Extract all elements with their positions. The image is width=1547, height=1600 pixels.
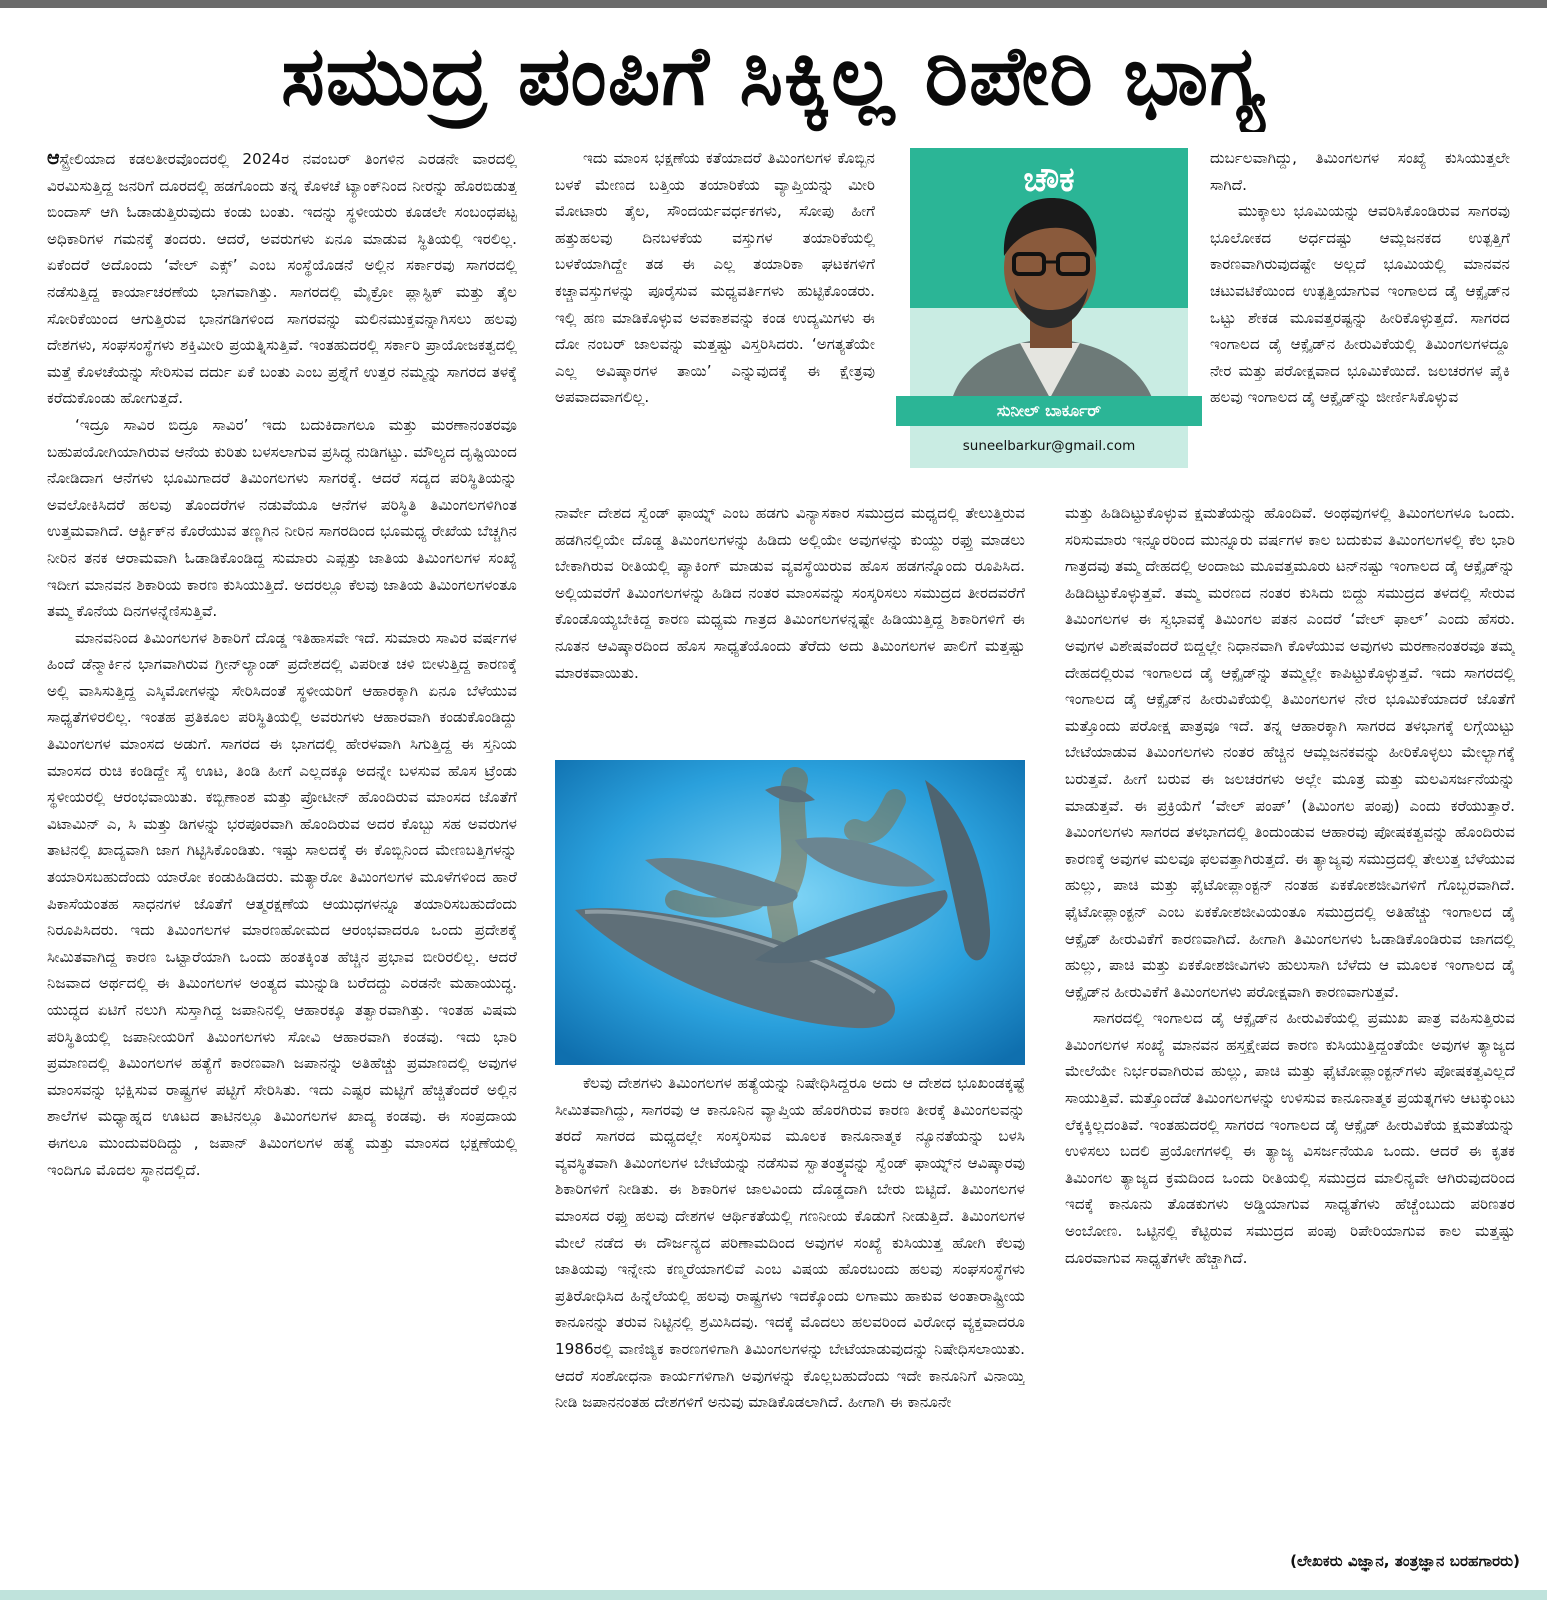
paragraph	[47, 145, 517, 412]
paragraph: ನಾರ್ವೇ ದೇಶದ ಸ್ವೆಂಡ್ ಫಾಯ್ನ್ ಎಂಬ ಹಡಗು ವಿನ್ಯಾಸಕಾರ ಸಮುದ್ರದ ಮಧ್ಯದಲ್ಲಿ ತೇಲುತ್ತಿರುವ ಹಡಗಿನಲ್ಲಿಯೇ ದೊಡ್ಡ ತಿಮಿಂಗಲಗಳನ್ನು ಹಿಡಿದು ಅಲ್ಲಿಯೇ ಅವುಗಳನ್ನು ಕುಯ್ದು ರಫ್ತು ಮಾಡಲು ಬೇಕಾಗಿರುವ ರೀತಿಯಲ್ಲಿ ಪ್ಯಾಕಿಂಗ್ ಮಾಡುವ ವ್ಯವಸ್ಥೆಯಿರುವ ಹೊಸ ಹಡಗನ್ನೊಂದು ರೂಪಿಸಿದ. ಅಲ್ಲಿಯವರೆಗೆ ತಿಮಿಂಗಲಗಳನ್ನು ಹಿಡಿದ ನಂತರ ಮಾಂಸವನ್ನು ಸಂಸ್ಕರಿಸಲು ಸಮುದ್ರದ ತೀರದವರೆಗೆ ಕೊಂಡೊಯ್ಯಬೇಕಿದ್ದ ಕಾರಣ ಮಧ್ಯಮ ಗಾತ್ರದ ತಿಮಿಂಗಲಗಳನ್ನಷ್ಟೇ ಹಿಡಿಯುತ್ತಿದ್ದ ಶಿಕಾರಿಗಳಿಗೆ ಈ ನೂತನ ಆವಿಷ್ಕಾರದಿಂದ ಹೊಸ ಸಾಧ್ಯತೆಯೊಂದು ತೆರೆದು ಅದು ತಿಮಿಂಗಲಗಳ ಪಾಲಿಗೆ ಮತ್ತಷ್ಟು ಮಾರಕವಾಯಿತು.	[555, 504, 1025, 682]
paragraph: ಮಾನವನಿಂದ ತಿಮಿಂಗಲಗಳ ಶಿಕಾರಿಗೆ ದೊಡ್ಡ ಇತಿಹಾಸವೇ ಇದೆ. ಸುಮಾರು ಸಾವಿರ ವರ್ಷಗಳ ಹಿಂದೆ ಡೆನ್ಮಾರ್ಕಿನ ಭಾಗವಾಗಿರುವ ಗ್ರೀನ್‌ಲ್ಯಾಂಡ್ ಪ್ರದೇಶದಲ್ಲಿ ವಿಪರೀತ ಚಳಿ ಬೀಳುತ್ತಿದ್ದ ಕಾರಣಕ್ಕೆ ಅಲ್ಲಿ ವಾಸಿಸುತ್ತಿದ್ದ ಎಸ್ಕಿಮೋಗಳನ್ನು ಸೇರಿಸಿದಂತೆ ಸ್ಥಳೀಯರಿಗೆ ಆಹಾರಕ್ಕಾಗಿ ಏನೂ ಬೆಳೆಯುವ ಸಾಧ್ಯತೆಗಳಿರಲಿಲ್ಲ. ಇಂತಹ ಪ್ರತಿಕೂಲ ಪರಿಸ್ಥಿತಿಯಲ್ಲಿ ಅವರುಗಳು ಆಹಾರವಾಗಿ ಕಂಡುಕೊಂಡಿದ್ದು ತಿಮಿಂಗಲಗಳ ಮಾಂಸದ ಅಡುಗೆ. ಸಾಗರದ ಈ ಭಾಗದಲ್ಲಿ ಹೇರಳವಾಗಿ ಸಿಗುತ್ತಿದ್ದ ಈ ಸ್ತನಿಯ ಮಾಂಸದ ರುಚಿ ಕಂಡಿದ್ದೇ ಸೈ ಊಟ, ತಿಂಡಿ ಹೀಗೆ ಎಲ್ಲದಕ್ಕೂ ಅದನ್ನೇ ಬಳಸುವ ಹೊಸ ಟ್ರೆಂಡು ಸ್ಥಳೀಯರಲ್ಲಿ ಆರಂಭವಾಯಿತು. ಕಬ್ಬಿಣಾಂಶ ಮತ್ತು ಪ್ರೋಟೀನ್ ಹೊಂದಿರುವ ಮಾಂಸದ ಜೊತೆಗೆ ವಿಟಾಮಿನ್ ಎ, ಸಿ ಮತ್ತು ಡಿಗಳನ್ನು ಭರಪೂರವಾಗಿ ಹೊಂದಿರುವ ಅದರ ಕೊಬ್ಬು ಸಹ ಅವರುಗಳ ತಾಟಿನಲ್ಲಿ ಖಾದ್ಯವಾಗಿ ಜಾಗ ಗಿಟ್ಟಿಸಿಕೊಂಡಿತು. ಇಷ್ಟು ಸಾಲದಕ್ಕೆ ಈ ಕೊಬ್ಬಿನಿಂದ ಮೇಣಬತ್ತಿಗಳನ್ನು ತಯಾರಿಸಬಹುದೆಂದು ಯಾರೋ ಕಂಡುಹಿಡಿದರು. ಮತ್ಯಾರೋ ತಿಮಿಂಗಲಗಳ ಮೂಳೆಗಳಿಂದ ಹಾರೆ ಪಿಕಾಸೆಯಂತಹ ಸಾಧನಗಳ ಜೊತೆಗೆ ಆತ್ಮರಕ್ಷಣೆಯ ಆಯುಧಗಳನ್ನೂ ತಯಾರಿಸಬಹುದೆಂದು ನಿರೂಪಿಸಿದರು. ಇದು ತಿಮಿಂಗಲಗಳ ಮಾರಣಹೋಮದ ಆರಂಭವಾದರೂ ಒಂದು ಪ್ರದೇಶಕ್ಕೆ ಸೀಮಿತವಾಗಿದ್ದ ಕಾರಣ ಒಟ್ಟಾರೆಯಾಗಿ ಒಂದು ಹಂತಕ್ಕಿಂತ ಹೆಚ್ಚಿನ ಪ್ರಭಾವ ಬೀರಿರಲಿಲ್ಲ. ಆದರೆ ನಿಜವಾದ ಅರ್ಥದಲ್ಲಿ ಈ ತಿಮಿಂಗಲಗಳ ಅಂತ್ಯದ ಮುನ್ನುಡಿ ಬರೆದದ್ದು ಎರಡನೇ ಮಹಾಯುದ್ಧ. ಯುದ್ಧದ ಏಟಿಗೆ ನಲುಗಿ ಸುಸ್ತಾಗಿದ್ದ ಜಪಾನಿನಲ್ಲಿ ಆಹಾರಕ್ಕೂ ತತ್ವಾರವಾಗಿತ್ತು. ಇಂತಹ ವಿಷಮ ಪರಿಸ್ಥಿತಿಯಲ್ಲಿ ಜಪಾನೀಯರಿಗೆ ತಿಮಿಂಗಲಗಳು ಸೋವಿ ಆಹಾರವಾಗಿ ಕಂಡವು. ಇದು ಭಾರಿ ಪ್ರಮಾಣದಲ್ಲಿ ತಿಮಿಂಗಲಗಳ ಹತ್ಯೆಗೆ ಕಾರಣವಾಗಿ ಜಪಾನನ್ನು ಅತಿಹೆಚ್ಚು ಪ್ರಮಾಣದಲ್ಲಿ ಅವುಗಳ ಮಾಂಸವನ್ನು ಭಕ್ಷಿಸುವ ರಾಷ್ಟ್ರಗಳ ಪಟ್ಟಿಗೆ ಸೇರಿಸಿತು. ಇದು ಎಷ್ಟರ ಮಟ್ಟಿಗೆ ಹೆಚ್ಚಿತೆಂದರೆ ಅಲ್ಲಿನ ಶಾಲೆಗಳ ಮಧ್ಯಾಹ್ನದ ಊಟದ ತಾಟಿನಲ್ಲೂ ತಿಮಿಂಗಲಗಳ ಖಾದ್ಯ ಕಂಡವು. ಈ ಸಂಪ್ರದಾಯ ಈಗಲೂ ಮುಂದುವರಿದಿದ್ದು , ಜಪಾನ್ ತಿಮಿಂಗಲಗಳ ಹತ್ಯೆ ಮತ್ತು ಮಾಂಸದ ಭಕ್ಷಣೆಯಲ್ಲಿ ಇಂದಿಗೂ ಮೊದಲ ಸ್ಥಾನದಲ್ಲಿದೆ.	[47, 628, 517, 1179]
column-2-continued	[555, 500, 1025, 745]
column-3-top	[1210, 145, 1510, 500]
column-2-top	[555, 145, 875, 500]
paragraph: ಮುಕ್ಕಾಲು ಭೂಮಿಯನ್ನು ಆವರಿಸಿಕೊಂಡಿರುವ ಸಾಗರವು ಭೂಲೋಕದ ಅರ್ಧದಷ್ಟು ಆಮ್ಲಜನಕದ ಉತ್ಪತ್ತಿಗೆ ಕಾರಣವಾಗಿರುವುದಷ್ಟೇ ಅಲ್ಲದೆ ಭೂಮಿಯಲ್ಲಿ ಮಾನವನ ಚಟುವಟಿಕೆಯಿಂದ ಉತ್ಪತ್ತಿಯಾಗುವ ಇಂಗಾಲದ ಡೈ ಆಕ್ಸೈಡ್‌ನ ಒಟ್ಟು ಶೇಕಡ ಮೂವತ್ತರಷ್ಟನ್ನು ಹೀರಿಕೊಳ್ಳುತ್ತದೆ. ಸಾಗರದ ಇಂಗಾಲದ ಡೈ ಆಕ್ಸೈಡ್‌ನ ಹೀರುವಿಕೆಯಲ್ಲಿ ತಿಮಿಂಗಲಗಳದ್ದೂ ನೇರ ಮತ್ತು ಪರೋಕ್ಷವಾದ ಭೂಮಿಕೆಯಿದೆ. ಜಲಚರಗಳ ಪೈಕಿ ಹಲವು ಇಂಗಾಲದ ಡೈ ಆಕ್ಸೈಡ್‌ನ್ನು ಜೀರ್ಣಿಸಿಕೊಳ್ಳುವ	[1210, 202, 1510, 407]
drop-cap: ಆ	[47, 147, 60, 169]
paragraph: ಇದು ಮಾಂಸ ಭಕ್ಷಣೆಯ ಕತೆಯಾದರೆ ತಿಮಿಂಗಲಗಳ ಕೊಬ್ಬಿನ ಬಳಕೆ ಮೇಣದ ಬತ್ತಿಯ ತಯಾರಿಕೆಯ ವ್ಯಾಪ್ತಿಯನ್ನು ಮೀರಿ ಮೋಟಾರು ತೈಲ, ಸೌಂದರ್ಯವರ್ಧಕಗಳು, ಸೋಪು ಹೀಗೆ ಹತ್ತುಹಲವು ದಿನಬಳಕೆಯ ವಸ್ತುಗಳ ತಯಾರಿಕೆಯಲ್ಲಿ ಬಳಕೆಯಾಗಿದ್ದೇ ತಡ ಈ ಎಲ್ಲ ತಯಾರಿಕಾ ಘಟಕಗಳಿಗೆ ಕಚ್ಚಾವಸ್ತುಗಳನ್ನು ಪೂರೈಸುವ ಮಧ್ಯವರ್ತಿಗಳು ಹುಟ್ಟಿಕೊಂಡರು. ಇಲ್ಲಿ ಹಣ ಮಾಡಿಕೊಳ್ಳುವ ಅವಕಾಶವನ್ನು ಕಂಡ ಉದ್ಯಮಿಗಳು ಈ ದೋ ನಂಬರ್ ಜಾಲವನ್ನು ಮತ್ತಷ್ಟು ವಿಸ್ತರಿಸಿದರು. ‘ಅಗತ್ಯತೆಯೇ ಎಲ್ಲ ಅವಿಷ್ಕಾರಗಳ ತಾಯಿ’ ಎನ್ನುವುದಕ್ಕೆ ಈ ಕ್ಷೇತ್ರವು ಅಪವಾದವಾಗಲಿಲ್ಲ.	[555, 149, 875, 407]
column-1	[47, 145, 517, 1580]
paragraph: ಕೆಲವು ದೇಶಗಳು ತಿಮಿಂಗಲಗಳ ಹತ್ಯೆಯನ್ನು ನಿಷೇಧಿಸಿದ್ದರೂ ಅದು ಆ ದೇಶದ ಭೂಖಂಡಕ್ಕಷ್ಟೆ ಸೀಮಿತವಾಗಿದ್ದು, ಸಾಗರವು ಆ ಕಾನೂನಿನ ವ್ಯಾಪ್ತಿಯ ಹೊರಗಿರುವ ಕಾರಣ ತೀರಕ್ಕೆ ತಿಮಿಂಗಲವನ್ನು ತರದೆ ಸಾಗರದ ಮಧ್ಯದಲ್ಲೇ ಸಂಸ್ಕರಿಸುವ ಮೂಲಕ ಕಾನೂನಾತ್ಮಕ ನ್ಯೂನತೆಯನ್ನು ಬಳಸಿ ವ್ಯವಸ್ಥಿತವಾಗಿ ತಿಮಿಂಗಲಗಳ ಬೇಟೆಯನ್ನು ನಡೆಸುವ ಸ್ವಾತಂತ್ರ್ಯವನ್ನು ಸ್ವೆಂಡ್ ಫಾಯ್ನ್‌ನ ಆವಿಷ್ಕಾರವು ಶಿಕಾರಿಗಳಿಗೆ ನೀಡಿತು. ಈ ಶಿಕಾರಿಗಳ ಜಾಲವಿಂದು ದೊಡ್ಡದಾಗಿ ಬೇರು ಬಿಟ್ಟಿದೆ. ತಿಮಿಂಗಲಗಳ ಮಾಂಸದ ರಫ್ತು ಹಲವು ದೇಶಗಳ ಆರ್ಥಿಕತೆಯಲ್ಲಿ ಗಣನೀಯ ಕೊಡುಗೆ ನೀಡುತ್ತಿದೆ. ತಿಮಿಂಗಲಗಳ ಮೇಲೆ ನಡೆದ ಈ ದೌರ್ಜನ್ಯದ ಪರಿಣಾಮದಿಂದ ಅವುಗಳ ಸಂಖ್ಯೆ ಕುಸಿಯುತ್ತ ಹೋಗಿ ಕೆಲವು ಜಾತಿಯವು ಇನ್ನೇನು ಕಣ್ಮರೆಯಾಗಲಿವೆ ಎಂಬ ವಿಷಯ ಹೊರಬಂದು ಹಲವು ಸಂಘಸಂಸ್ಥೆಗಳು ಪ್ರತಿರೋಧಿಸಿದ ಹಿನ್ನೆಲೆಯಲ್ಲಿ ಹಲವು ರಾಷ್ಟ್ರಗಳು ಇದಕ್ಕೊಂದು ಲಗಾಮು ಹಾಕುವ ಅಂತಾರಾಷ್ಟ್ರೀಯ ಕಾನೂನನ್ನು ತರುವ ನಿಟ್ಟಿನಲ್ಲಿ ಶ್ರಮಿಸಿದವು. ಇದಕ್ಕೆ ಮೊದಲು ಹಲವರಿಂದ ವಿರೋಧ ವ್ಯಕ್ತವಾದರೂ 1986ರಲ್ಲಿ ವಾಣಿಜ್ಯಿಕ ಕಾರಣಗಳಿಗಾಗಿ ತಿಮಿಂಗಲಗಳನ್ನು ಬೇಟೆಯಾಡುವುದನ್ನು ನಿಷೇಧಿಸಲಾಯಿತು. ಆದರೆ ಸಂಶೋಧನಾ ಕಾರ್ಯಗಳಿಗಾಗಿ ಅವುಗಳನ್ನು ಕೊಲ್ಲಬಹುದೆಂದು ಇದೇ ಕಾನೂನಿಗೆ ವಿನಾಯ್ತಿ ನೀಡಿ ಜಪಾನನಂತಹ ದೇಶಗಳಿಗೆ ಅನುವು ಮಾಡಿಕೊಡಲಾಗಿದೆ. ಹೀಗಾಗಿ ಈ ಕಾನೂನೇ	[555, 1074, 1025, 1412]
column-3-continued	[1065, 500, 1515, 1540]
top-rule	[0, 0, 1547, 8]
paragraph: ಸಾಗರದಲ್ಲಿ ಇಂಗಾಲದ ಡೈ ಆಕ್ಸೈಡ್‌ನ ಹೀರುವಿಕೆಯಲ್ಲಿ ಪ್ರಮುಖ ಪಾತ್ರ ವಹಿಸುತ್ತಿರುವ ತಿಮಿಂಗಲಗಳ ಸಂಖ್ಯೆ ಮಾನವನ ಹಸ್ತಕ್ಷೇಪದ ಕಾರಣ ಕುಸಿಯುತ್ತಿದ್ದಂತೆಯೇ ಅವುಗಳ ತ್ಯಾಜ್ಯದ ಮೇಲೆಯೇ ನಿರ್ಭರವಾಗಿರುವ ಹುಲ್ಲು, ಪಾಚಿ ಮತ್ತು ಫೈಟೋಪ್ಲಾಂಕ್ಟನ್‌ಗಳು ಪೋಷಕತ್ವವಿಲ್ಲದೆ ಸಾಯುತ್ತಿವೆ. ಮತ್ತೊಂದೆಡೆ ತಿಮಿಂಗಲಗಳನ್ನು ಉಳಿಸುವ ಕಾನೂನಾತ್ಮಕ ಪ್ರಯತ್ನಗಳು ಆಟಕ್ಕುಂಟು ಲೆಕ್ಕಕ್ಕಿಲ್ಲದಂತಿವೆ. ಇಂತಹುದರಲ್ಲಿ ಸಾಗರದ ಇಂಗಾಲದ ಡೈ ಆಕ್ಸೈಡ್ ಹೀರುವಿಕೆಯ ಕ್ಷಮತೆಯನ್ನು ಉಳಿಸಲು ಬದಲಿ ಪ್ರಯೋಗಗಳಲ್ಲಿ ಈ ತ್ಯಾಜ್ಯ ವಿಸರ್ಜನೆಯೂ ಒಂದು. ಆದರೆ ಈ ಕೃತಕ ತಿಮಿಂಗಲ ತ್ಯಾಜ್ಯದ ಕ್ರಮದಿಂದ ಒಂದು ರೀತಿಯಲ್ಲಿ ಸಮುದ್ರದ ಮಾಲಿನ್ಯವೇ ಆಗಿರುವುದರಿಂದ ಇದಕ್ಕೆ ಕಾನೂನು ತೊಡಕುಗಳು ಅಡ್ಡಿಯಾಗುವ ಸಾಧ್ಯತೆಗಳು ಹೆಚ್ಚೆಂಬುದು ಪರಿಣತರ ಅಂಬೋಣ. ಒಟ್ಟಿನಲ್ಲಿ ಕೆಟ್ಟಿರುವ ಸಮುದ್ರದ ಪಂಪು ರಿಪೇರಿಯಾಗುವ ಕಾಲ ಮತ್ತಷ್ಟು ದೂರವಾಗುವ ಸಾಧ್ಯತೆಗಳೇ ಹೆಚ್ಚಾಗಿದೆ.	[1065, 1009, 1515, 1267]
paragraph: ‘ಇದ್ರೂ ಸಾವಿರ ಬಿದ್ರೂ ಸಾವಿರ’ ಇದು ಬದುಕಿದಾಗಲೂ ಮತ್ತು ಮರಣಾನಂತರವೂ ಬಹುಪಯೋಗಿಯಾಗಿರುವ ಆನೆಯ ಕುರಿತು ಬಳಸಲಾಗುವ ಪ್ರಸಿದ್ಧ ನುಡಿಗಟ್ಟು. ಮೌಲ್ಯದ ದೃಷ್ಟಿಯಿಂದ ನೋಡಿದಾಗ ಆನೆಗಳು ಭೂಮಿಗಾದರೆ ತಿಮಿಂಗಲಗಳು ಸಾಗರಕ್ಕೆ. ಆದರೆ ಸದ್ಯದ ಪರಿಸ್ಥಿತಿಯನ್ನು ಅವಲೋಕಿಸಿದರೆ ಹಲವು ತೊಂದರೆಗಳ ನಡುವೆಯೂ ಆನೆಗಳ ಪರಿಸ್ಥಿತಿ ತಿಮಿಂಗಲಗಳಿಗಿಂತ ಉತ್ತಮವಾಗಿದೆ. ಆರ್ಕ್ಟಿಕ್‌ನ ಕೊರೆಯುವ ತಣ್ಣಗಿನ ನೀರಿನ ಸಾಗರದಿಂದ ಭೂಮಧ್ಯ ರೇಖೆಯ ಬೆಚ್ಚಗಿನ ನೀರಿನ ತನಕ ಆರಾಮವಾಗಿ ಓಡಾಡಿಕೊಂಡಿದ್ದ ಸುಮಾರು ಎಪ್ಪತ್ತು ಜಾತಿಯ ತಿಮಿಂಗಲಗಳ ಸಂಖ್ಯೆ ಇದೀಗ ಮಾನವನ ಶಿಕಾರಿಯ ಕಾರಣ ಕುಸಿಯುತ್ತಿದೆ. ಅದರಲ್ಲೂ ಕೆಲವು ಜಾತಿಯ ತಿಮಿಂಗಲಗಳಂತೂ ತಮ್ಮ ಕೊನೆಯ ದಿನಗಳನ್ನೆಣಿಸುತ್ತಿವೆ.	[47, 415, 517, 621]
author-name: ಸುನೀಲ್ ಬಾರ್ಕೂರ್	[896, 396, 1202, 426]
bottom-rule	[0, 1590, 1547, 1600]
column-2-bottom	[555, 1070, 1025, 1580]
paragraph: ದುರ್ಬಲವಾಗಿದ್ದು, ತಿಮಿಂಗಲಗಳ ಸಂಖ್ಯೆ ಕುಸಿಯುತ್ತಲೇ ಸಾಗಿದೆ.	[1210, 149, 1510, 194]
author-credit: (ಲೇಖಕರು ವಿಜ್ಞಾನ, ತಂತ್ರಜ್ಞಾನ ಬರಹಗಾರರು)	[1290, 1552, 1520, 1570]
headline: ಸಮುದ್ರ ಪಂಪಿಗೆ ಸಿಕ್ಕಿಲ್ಲ ರಿಪೇರಿ ಭಾಗ್ಯ	[281, 29, 1266, 124]
author-email: suneelbarkur@gmail.com	[962, 438, 1136, 454]
paragraph: ಮತ್ತು ಹಿಡಿದಿಟ್ಟುಕೊಳ್ಳುವ ಕ್ಷಮತೆಯನ್ನು ಹೊಂದಿವೆ. ಅಂಥವುಗಳಲ್ಲಿ ತಿಮಿಂಗಲಗಳೂ ಒಂದು. ಸರಿಸುಮಾರು ಇನ್ನೂರರಿಂದ ಮುನ್ನೂರು ವರ್ಷಗಳ ಕಾಲ ಬದುಕುವ ತಿಮಿಂಗಲಗಳಲ್ಲಿ ಕೆಲ ಭಾರಿ ಗಾತ್ರದವು ತಮ್ಮ ದೇಹದಲ್ಲಿ ಅಂದಾಜು ಮೂವತ್ತಮೂರು ಟನ್‌ನಷ್ಟು ಇಂಗಾಲದ ಡೈ ಆಕ್ಸೈಡ್‌ನ್ನು ಹಿಡಿದಿಟ್ಟುಕೊಳ್ಳುತ್ತವೆ. ತಮ್ಮ ಮರಣದ ನಂತರ ಕುಸಿದು ಬಿದ್ದು ಸಮುದ್ರದ ತಳದಲ್ಲಿ ಸೇರುವ ತಿಮಿಂಗಲಗಳ ಈ ಸ್ವಭಾವಕ್ಕೆ ತಿಮಿಂಗಲ ಪತನ ಎಂದರೆ ‘ವೇಲ್ ಫಾಲ್’ ಎಂದು ಹೆಸರು. ಅವುಗಳ ವಿಶೇಷವೆಂದರೆ ಬಿದ್ದಲ್ಲೇ ನಿಧಾನವಾಗಿ ಕೊಳೆಯುವ ಅವುಗಳು ಮರಣಾನಂತರವೂ ತಮ್ಮ ದೇಹದಲ್ಲಿರುವ ಇಂಗಾಲದ ಡೈ ಆಕ್ಸೈಡ್‌ನ್ನು ತಮ್ಮಲ್ಲೇ ಕಾಪಿಟ್ಟುಕೊಳ್ಳುತ್ತವೆ. ಇದು ಸಾಗರದಲ್ಲಿ ಇಂಗಾಲದ ಡೈ ಆಕ್ಸೈಡ್‌ನ ಹೀರುವಿಕೆಯಲ್ಲಿ ತಿಮಿಂಗಲಗಳ ನೇರ ಭೂಮಿಕೆಯಾದರೆ ಜೊತೆಗೆ ಮತ್ತೊಂದು ಪರೋಕ್ಷ ಪಾತ್ರವೂ ಇದೆ. ತನ್ನ ಆಹಾರಕ್ಕಾಗಿ ಸಾಗರದ ತಳಭಾಗಕ್ಕೆ ಲಗ್ಗೆಯಿಟ್ಟು ಬೇಟೆಯಾಡುವ ತಿಮಿಂಗಲಗಳು ನಂತರ ಹೆಚ್ಚಿನ ಆಮ್ಲಜನಕವನ್ನು ಹೀರಿಕೊಳ್ಳಲು ಮೇಲ್ಭಾಗಕ್ಕೆ ಬರುತ್ತವೆ. ಹೀಗೆ ಬರುವ ಈ ಜಲಚರಗಳು ಅಲ್ಲೇ ಮೂತ್ರ ಮತ್ತು ಮಲವಿಸರ್ಜನೆಯನ್ನು ಮಾಡುತ್ತವೆ. ಈ ಪ್ರಕ್ರಿಯೆಗೆ ‘ವೇಲ್ ಪಂಪ್’ (ತಿಮಿಂಗಲ ಪಂಪು) ಎಂದು ಕರೆಯುತ್ತಾರೆ. ತಿಮಿಂಗಲಗಳು ಸಾಗರದ ತಳಭಾಗದಲ್ಲಿ ತಿಂದುಂಡುವ ಆಹಾರವು ಪೋಷಕತ್ವವನ್ನು ಹೊಂದಿರುವ ಕಾರಣಕ್ಕೆ ಅವುಗಳ ಮಲವೂ ಫಲವತ್ತಾಗಿರುತ್ತದೆ. ಈ ತ್ಯಾಜ್ಯವು ಸಮುದ್ರದಲ್ಲಿ ತೇಲುತ್ತ ಬೆಳೆಯುವ ಹುಲ್ಲು, ಪಾಚಿ ಮತ್ತು ಫೈಟೋಪ್ಲಾಂಕ್ಟನ್ ನಂತಹ ಏಕಕೋಶಜೀವಿಗಳಿಗೆ ಗೊಬ್ಬರವಾಗಿದೆ. ಫೈಟೋಪ್ಲಾಂಕ್ಟನ್ ಎಂಬ ಏಕಕೋಶಜೀವಿಯಂತೂ ಸಮುದ್ರದಲ್ಲಿ ಅತಿಹೆಚ್ಚು ಇಂಗಾಲದ ಡೈ ಆಕ್ಸೈಡ್ ಹೀರುವಿಕೆಗೆ ಕಾರಣವಾಗಿದೆ. ಹೀಗಾಗಿ ತಿಮಿಂಗಲಗಳು ಓಡಾಡಿಕೊಂಡಿರುವ ಜಾಗದಲ್ಲಿ ಹುಲ್ಲು, ಪಾಚಿ ಮತ್ತು ಏಕಕೋಶಜೀವಿಗಳು ಹುಲುಸಾಗಿ ಬೆಳೆದು ಆ ಮೂಲಕ ಇಂಗಾಲದ ಡೈ ಆಕ್ಸೈಡ್‌ನ ಹೀರುವಿಕೆಗೆ ತಿಮಿಂಗಲಗಳು ಪರೋಕ್ಷವಾಗಿ ಕಾರಣವಾಗುತ್ತವೆ.	[1065, 504, 1515, 1001]
whales-photo	[555, 760, 1025, 1065]
author-box	[910, 148, 1188, 468]
paragraph-text: ಸ್ಟ್ರೇಲಿಯಾದ ಕಡಲತೀರವೊಂದರಲ್ಲಿ 2024ರ ನವಂಬರ್ ತಿಂಗಳಿನ ಎರಡನೇ ವಾರದಲ್ಲಿ ವಿರಮಿಸುತ್ತಿದ್ದ ಜನರಿಗೆ ದೂರದಲ್ಲಿ ಹಡಗೊಂದು ತನ್ನ ಕೊಳಚೆ ಟ್ಯಾಂಕ್‌ನಿಂದ ನೀರನ್ನು ಹೊರಬಿಡುತ್ತ ಬಿಂದಾಸ್ ಆಗಿ ಓಡಾಡುತ್ತಿರುವುದು ಕಂಡು ಬಂತು. ಇದನ್ನು ಸ್ಥಳೀಯರು ಕೂಡಲೇ ಸಂಬಂಧಪಟ್ಟ ಅಧಿಕಾರಿಗಳ ಗಮನಕ್ಕೆ ತಂದರು. ಆದರೆ, ಅವರುಗಳು ಏನೂ ಮಾಡುವ ಸ್ಥಿತಿಯಲ್ಲಿ ಇರಲಿಲ್ಲ. ಏಕೆಂದರೆ ಅದೊಂದು ‘ವೇಲ್ ಎಕ್ಸ್’ ಎಂಬ ಸಂಸ್ಥೆಯೊಡನೆ ಅಲ್ಲಿನ ಸರ್ಕಾರವು ಸಾಗರದಲ್ಲಿ ನಡೆಸುತ್ತಿದ್ದ ಕಾರ್ಯಾಚರಣೆಯ ಭಾಗವಾಗಿತ್ತು. ಸಾಗರದಲ್ಲಿ ಮೈಕ್ರೋ ಪ್ಲಾಸ್ಟಿಕ್ ಮತ್ತು ತೈಲ ಸೋರಿಕೆಯಿಂದ ಆಗುತ್ತಿರುವ ಭಾನಗಡಿಗಳಿಂದ ಸಾಗರವನ್ನು ಮಲಿನಮುಕ್ತವನ್ನಾಗಿಸಲು ಹಲವು ದೇಶಗಳು, ಸಂಘಸಂಸ್ಥೆಗಳು ಶಕ್ತಿಮೀರಿ ಪ್ರಯತ್ನಿಸುತ್ತಿವೆ. ಇಂತಹುದರಲ್ಲಿ ಸರ್ಕಾರಿ ಪ್ರಾಯೋಜಕತ್ವದಲ್ಲಿ ಮತ್ತೆ ಕೊಳಚೆಯನ್ನು ಸೇರಿಸುವ ದರ್ದು ಏಕೆ ಬಂತು ಎಂಬ ಪ್ರಶ್ನೆಗೆ ಉತ್ತರ ನಮ್ಮನ್ನು ಸಾಗರದ ತಳಕ್ಕೆ ಕರೆದುಕೊಂಡು ಹೋಗುತ್ತದೆ.	[47, 150, 517, 408]
column-label: ಚೌಕ	[1023, 160, 1075, 200]
